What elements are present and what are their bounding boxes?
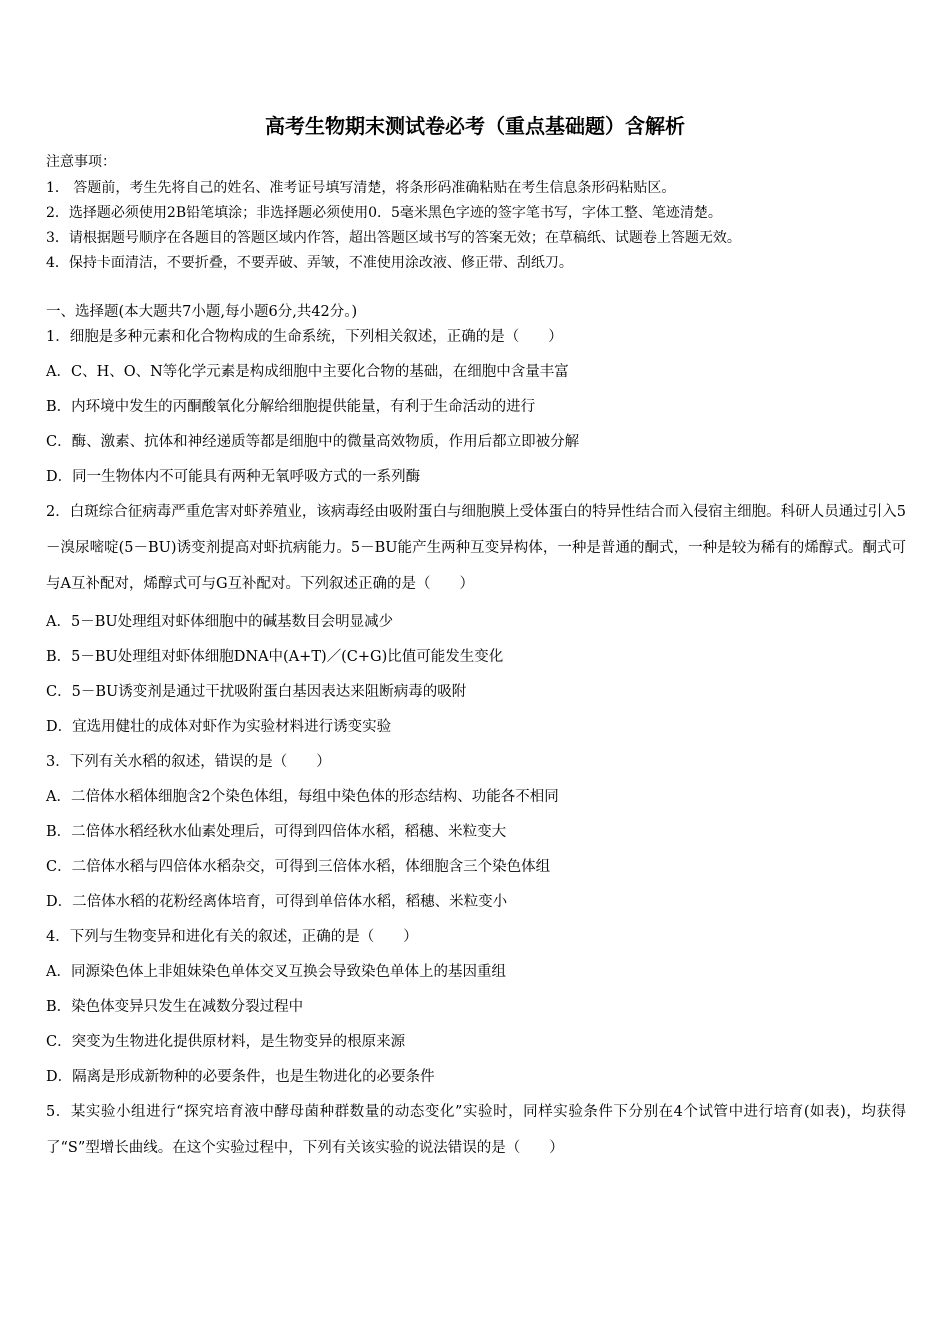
notice-heading: 注意事项： [46, 154, 116, 170]
notice-item-1: 1． 答题前，考生先将自己的姓名、准考证号填写清楚，将条形码准确粘贴在考生信息条形码粘贴区。 [46, 180, 676, 196]
question-4-option-d[interactable]: D．隔离是形成新物种的必要条件，也是生物进化的必要条件 [46, 1069, 435, 1085]
section-heading: 一、选择题(本大题共7小题,每小题6分,共42分。) [46, 304, 358, 320]
question-2-option-d[interactable]: D．宜选用健壮的成体对虾作为实验材料进行诱变实验 [46, 719, 392, 735]
question-3-stem: 3．下列有关水稻的叙述，错误的是（ ） [46, 754, 331, 770]
notice-item-2: 2．选择题必须使用2B铅笔填涂；非选择题必须使用0．5毫米黑色字迹的签字笔书写，字体工整、笔迹清楚。 [46, 205, 722, 221]
question-3-option-b[interactable]: B．二倍体水稻经秋水仙素处理后，可得到四倍体水稻，稻穗、米粒变大 [46, 824, 507, 840]
question-1-option-a[interactable]: A．C、H、O、N等化学元素是构成细胞中主要化合物的基础，在细胞中含量丰富 [46, 364, 569, 380]
question-1-option-c[interactable]: C．酶、激素、抗体和神经递质等都是细胞中的微量高效物质，作用后都立即被分解 [46, 434, 580, 450]
question-4-option-b[interactable]: B．染色体变异只发生在减数分裂过程中 [46, 999, 304, 1015]
notice-item-3: 3．请根据题号顺序在各题目的答题区域内作答，超出答题区域书写的答案无效；在草稿纸、试题卷上答题无效。 [46, 230, 741, 246]
question-3-option-d[interactable]: D．二倍体水稻的花粉经离体培育，可得到单倍体水稻，稻穗、米粒变小 [46, 894, 508, 910]
question-1-stem: 1．细胞是多种元素和化合物构成的生命系统，下列相关叙述，正确的是（ ） [46, 329, 563, 345]
question-4-option-a[interactable]: A．同源染色体上非姐妹染色单体交叉互换会导致染色单体上的基因重组 [46, 964, 506, 980]
question-4-option-c[interactable]: C．突变为生物进化提供原材料，是生物变异的根原来源 [46, 1034, 406, 1050]
question-2-stem: 2．白斑综合征病毒严重危害对虾养殖业，该病毒经由吸附蛋白与细胞膜上受体蛋白的特异性结合而入侵宿主细胞。科研人员通过引入5－溴尿嘧啶(5－BU)诱变剂提高对虾抗病能力。5－BU能产生两种互变异构体，一种是普通的酮式，一种是较为稀有的烯醇式。酮式可与A互补配对，烯醇式可与G互补配对。下列叙述正确的是（ ） [46, 504, 906, 592]
notice-item-4: 4．保持卡面清洁，不要折叠，不要弄破、弄皱，不准使用涂改液、修正带、刮纸刀。 [46, 255, 573, 271]
question-2-option-b[interactable]: B．5－BU处理组对虾体细胞DNA中(A+T)／(C+G)比值可能发生变化 [46, 649, 504, 665]
question-3-option-a[interactable]: A．二倍体水稻体细胞含2个染色体组，每组中染色体的形态结构、功能各不相同 [46, 789, 559, 805]
question-3-option-c[interactable]: C．二倍体水稻与四倍体水稻杂交，可得到三倍体水稻，体细胞含三个染色体组 [46, 859, 551, 875]
question-1-option-b[interactable]: B．内环境中发生的丙酮酸氧化分解给细胞提供能量，有利于生命活动的进行 [46, 399, 536, 415]
question-4-stem: 4．下列与生物变异和进化有关的叙述，正确的是（ ） [46, 929, 418, 945]
page-title: 高考生物期末测试卷必考（重点基础题）含解析 [265, 114, 685, 138]
question-2-option-c[interactable]: C．5－BU诱变剂是通过干扰吸附蛋白基因表达来阻断病毒的吸附 [46, 684, 467, 700]
question-1-option-d[interactable]: D．同一生物体内不可能具有两种无氧呼吸方式的一系列酶 [46, 469, 421, 485]
question-2-option-a[interactable]: A．5－BU处理组对虾体细胞中的碱基数目会明显减少 [46, 614, 394, 630]
question-5-stem: 5．某实验小组进行“探究培育液中酵母菌种群数量的动态变化”实验时，同样实验条件下分别在4个试管中进行培育(如表)，均获得了“S”型增长曲线。在这个实验过程中，下列有关该实验的说法错误的是（ ） [46, 1104, 906, 1156]
